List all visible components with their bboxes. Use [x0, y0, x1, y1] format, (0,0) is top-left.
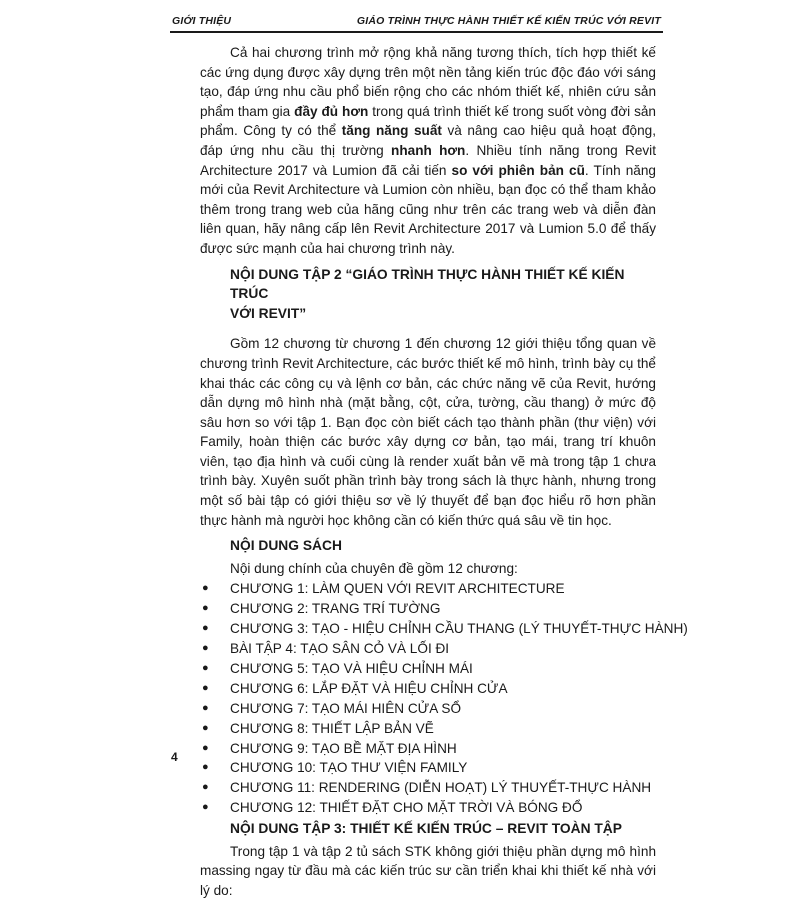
chapter-list-item: ● CHƯƠNG 5: TẠO VÀ HIỆU CHỈNH MÁI [200, 659, 656, 679]
chapter-list-item: ● CHƯƠNG 12: THIẾT ĐẶT CHO MẶT TRỜI VÀ BÓNG ĐỔ [200, 798, 656, 818]
bullet-icon: ● [202, 602, 209, 615]
header-book-title: GIÁO TRÌNH THỰC HÀNH THIẾT KẾ KIẾN TRÚC VỚI REVIT [356, 15, 661, 27]
chapter-list-item: ● CHƯƠNG 10: TẠO THƯ VIỆN FAMILY [200, 758, 656, 778]
section2-heading: NỘI DUNG TẬP 2 “GIÁO TRÌNH THỰC HÀNH THIẾT KẾ KIẾN TRÚC VỚI REVIT” [230, 266, 625, 321]
contents-subtitle: Nội dung chính của chuyên đề gồm 12 chương: [230, 560, 518, 576]
bullet-icon: ● [202, 741, 209, 754]
contents-heading: NỘI DUNG SÁCH [230, 538, 342, 554]
chapter-list-item: ● CHƯƠNG 7: TẠO MÁI HIÊN CỬA SỔ [200, 699, 656, 719]
chapter-list-item: ● CHƯƠNG 9: TẠO BỀ MẶT ĐỊA HÌNH [200, 739, 656, 759]
bullet-icon: ● [202, 801, 209, 814]
bullet-icon: ● [202, 642, 209, 655]
chapter-list [200, 579, 688, 818]
bullet-icon: ● [202, 761, 209, 774]
chapter-list-item: ● CHƯƠNG 6: LẮP ĐẶT VÀ HIỆU CHỈNH CỬA [200, 679, 656, 699]
header-section-label: GIỚI THIỆU [172, 15, 232, 27]
chapter-list-item: ● CHƯƠNG 1: LÀM QUEN VỚI REVIT ARCHITECTURE [200, 579, 656, 599]
chapter-list-item: ● CHƯƠNG 8: THIẾT LẬP BẢN VẼ [200, 719, 656, 739]
chapter-list-item: ● BÀI TẬP 4: TẠO SÂN CỎ VÀ LỐI ĐI [200, 639, 656, 659]
bullet-icon: ● [202, 781, 209, 794]
bullet-icon: ● [202, 662, 209, 674]
chapter-list-item: ● CHƯƠNG 3: TẠO - HIỆU CHỈNH CẦU THANG (LÝ THUYẾT-THỰC HÀNH) [200, 619, 656, 639]
section3-heading: NỘI DUNG TẬP 3: THIẾT KẾ KIẾN TRÚC – REVIT TOÀN TẬP [230, 821, 622, 837]
page-number: 4 [171, 750, 178, 764]
bullet-icon: ● [202, 582, 209, 595]
section2-paragraph: Gồm 12 chương từ chương 1 đến chương 12 giới thiệu tổng quan về chương trình Revit Architecture, các bước thiết kế mô hình, trình bày cụ thể khai thác các công cụ và lệnh cơ bản, các chức năng vẽ của Revit, hướng dẫn dựng mô hình nhà (mặt bằng, cột, cửa, tường, cầu thang) ở mức độ sâu hơn so với tập 1. Bạn đọc còn biết cách tạo thành phần (thư viện) với Family, hoàn thiện các bước xây dựng cơ bản, tạo mái, trang trí khuôn viên, tạo địa hình và cuối cùng là render xuất bản vẽ mà trong tập 1 chưa trình bày. Xuyên suốt phần trình bày trong sách là thực hành, nhưng trong một số bài tập có giới thiệu sơ về lý thuyết để bạn đọc hiểu rõ hơn phần thực hành mà người học không cần có kiến thức quá sâu về tin học. [200, 336, 656, 528]
page-content [200, 43, 688, 907]
chapter-list-item: ● CHƯƠNG 11: RENDERING (DIỄN HOẠT) LÝ THUYẾT-THỰC HÀNH [200, 778, 656, 798]
section3-paragraph: Trong tập 1 và tập 2 tủ sách STK không giới thiệu phần dựng mô hình massing ngay từ đầu mà các kiến trúc sư cần triển khai khi thiết kế nhà với lý do: [200, 843, 656, 898]
bullet-icon: ● [202, 681, 209, 694]
bullet-icon: ● [202, 622, 209, 635]
bullet-icon: ● [202, 701, 209, 714]
bullet-icon: ● [202, 721, 209, 734]
chapter-list-item: ● CHƯƠNG 2: TRANG TRÍ TƯỜNG [200, 599, 656, 619]
running-header [170, 14, 663, 33]
intro-paragraph: Cả hai chương trình mở rộng khả năng tương thích, tích hợp thiết kế các ứng dụng được xây dựng trên một nền tảng kiến trúc độc đáo với sáng tạo, đáp ứng nhu cầu phổ biến rộng cho các nhóm thiết kế, nhiên cứu sản phẩm tham gia đầy đủ hơn trong quá trình thiết kế trong suốt vòng đời sản phẩm. Công ty có thể tăng năng suất và nâng cao hiệu quả hoạt động, đáp ứng nhu cầu thị trường nhanh hơn. Nhiều tính năng trong Revit Architecture 2017 và Lumion đã cải tiến so với phiên bản cũ. Tính năng mới của Revit Architecture và Lumion còn nhiều, bạn đọc có thể tham khảo thêm trong trang web của hãng cũng như trên các trang web và diễn đàn liên quan, hãy nâng cấp lên Revit Architecture 2017 và Lumion 5.0 để thấy được sức mạnh của hai chương trình này. [200, 45, 656, 256]
